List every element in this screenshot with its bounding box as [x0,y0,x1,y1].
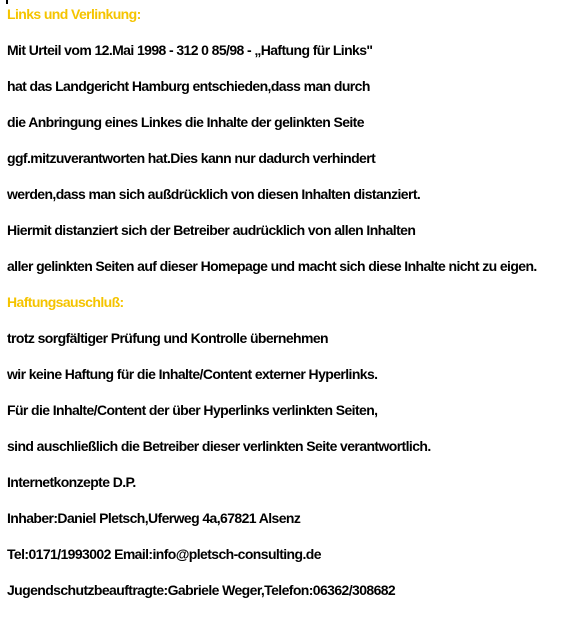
owner-address: Inhaber:Daniel Pletsch,Uferweg 4a,67821 Alsenz [7,510,301,526]
phone-email: Tel:0171/1993002 Email:info@pletsch-consulting.de [7,546,321,562]
disclaimer-text-line: wir keine Haftung für die Inhalte/Content externer Hyperlinks. [7,366,378,382]
disclaimer-text-line: sind auschließlich die Betreiber dieser verlinkten Seite verantwortlich. [7,438,431,454]
disclaimer-heading: Haftungsauschluß: [7,294,124,310]
links-text-line: aller gelinkten Seiten auf dieser Homepage und macht sich diese Inhalte nicht zu eigen. [7,258,537,274]
company-name: Internetkonzepte D.P. [7,474,136,490]
links-heading: Links und Verlinkung: [7,6,141,22]
links-text-line: hat das Landgericht Hamburg entschieden,dass man durch [7,78,370,94]
disclaimer-text-line: Für die Inhalte/Content der über Hyperlinks verlinkten Seiten, [7,402,378,418]
links-text-line: die Anbringung eines Linkes die Inhalte der gelinkten Seite [7,114,364,130]
links-text-line: Mit Urteil vom 12.Mai 1998 - 312 0 85/98 - „Haftung für Links" [7,42,373,58]
links-text-line: ggf.mitzuverantworten hat.Dies kann nur dadurch verhindert [7,150,376,166]
disclaimer-text-line: trotz sorgfältiger Prüfung und Kontrolle übernehmen [7,330,328,346]
links-text-line: werden,dass man sich außdrücklich von diesen Inhalten distanziert. [7,186,421,202]
youth-protection-officer: Jugendschutzbeauftragte:Gabriele Weger,Telefon:06362/308682 [7,582,396,598]
links-text-line: Hiermit distanziert sich der Betreiber audrücklich von allen Inhalten [7,222,416,238]
